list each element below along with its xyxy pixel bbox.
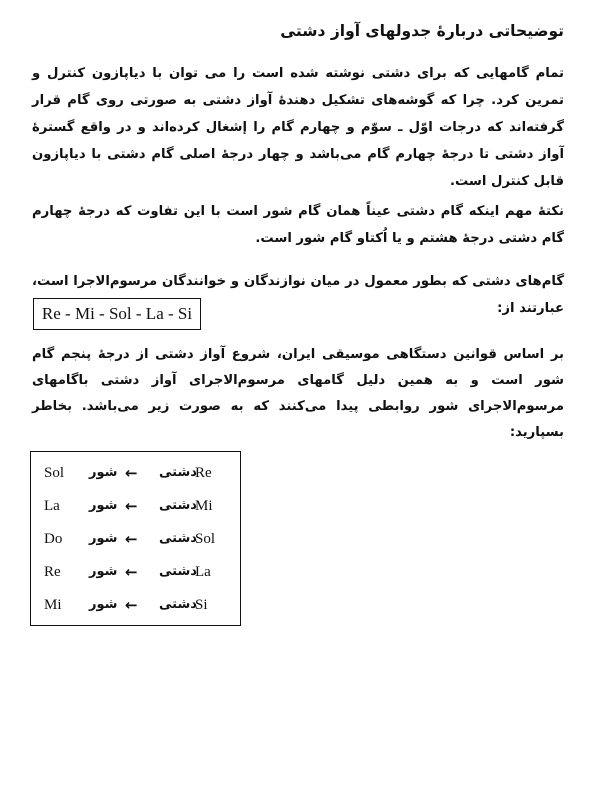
paragraph-shur-fifth-degree: بر اساس قوانین دستگاهی موسیقی ایران، شروع آواز دشتی از درجهٔ پنجم گام شور است و به همین دلیل گامهای مرسوم‌الاجرای آواز دشتی باگامهای مرسوم‌الاجرای شور روابطی پیدا می‌کنند که به صورت زیر می‌باشد. بخاطر بسپارید:: [32, 347, 564, 440]
shur-note: Do: [44, 531, 63, 547]
shur-note: Mi: [44, 597, 62, 613]
dashti-note: Sol: [195, 531, 216, 547]
dashti-label: دشتی: [159, 564, 197, 579]
dashti-label: دشتی: [159, 498, 197, 513]
dashti-note: Re: [195, 465, 212, 481]
paragraph-dashti-shur-relation: نکتهٔ مهم اینکه گام دشتی عیناً همان گام شور است با این تفاوت که درجهٔ چهارم گام دشتی درجهٔ هشتم و یا اُکتاو گام شور است.: [32, 204, 564, 246]
dashti-label: دشتی: [159, 597, 197, 612]
dashti-note: La: [195, 564, 211, 580]
dashti-note: Si: [195, 597, 208, 613]
paragraph-common-scales: گام‌های دشتی که بطور معمول در میان نوازندگان و خوانندگان مرسوم‌الاجرا است، عبارتند از:: [32, 274, 564, 316]
shur-note: Re: [44, 564, 61, 580]
mapping-row: [31, 456, 240, 490]
paragraph-diapason-control: تمام گامهایی که برای دشتی نوشته شده است را می توان با دیاپازون کنترل و تمرین کرد. چرا که گوشه‌های تشکیل دهندهٔ آواز دشتی به صورتی روی گام قرار گرفته‌اند که درجات اوّل ـ سوّم و چهارم گام را إشغال کرده‌اند و در واقع گسترهٔ آواز دشتی تا درجهٔ چهارم گام می‌باشد و چهار درجهٔ اصلی گام دشتی با دیاپازون قابل کنترل است.: [32, 66, 564, 189]
shur-label: شور: [89, 597, 118, 612]
mapping-row: [31, 588, 240, 622]
arrow-left-icon: ←: [125, 497, 138, 515]
dashti-shur-mapping-table: [30, 451, 241, 626]
shur-note: Sol: [44, 465, 65, 481]
shur-label: شور: [89, 564, 118, 579]
shur-label: شور: [89, 531, 118, 546]
arrow-left-icon: ←: [125, 530, 138, 548]
dashti-label: دشتی: [159, 465, 197, 480]
arrow-left-icon: ←: [125, 563, 138, 581]
mapping-row: [31, 522, 240, 556]
page-title: توضیحاتی دربارهٔ جدولهای آواز دشتی: [280, 22, 564, 40]
arrow-left-icon: ←: [125, 464, 138, 482]
mapping-row: [31, 489, 240, 523]
arrow-left-icon: ←: [125, 596, 138, 614]
shur-note: La: [44, 498, 60, 514]
shur-label: شور: [89, 498, 118, 513]
shur-label: شور: [89, 465, 118, 480]
common-scales-box: Re - Mi - Sol - La - Si: [33, 298, 201, 330]
mapping-row: [31, 555, 240, 589]
dashti-note: Mi: [195, 498, 213, 514]
dashti-label: دشتی: [159, 531, 197, 546]
